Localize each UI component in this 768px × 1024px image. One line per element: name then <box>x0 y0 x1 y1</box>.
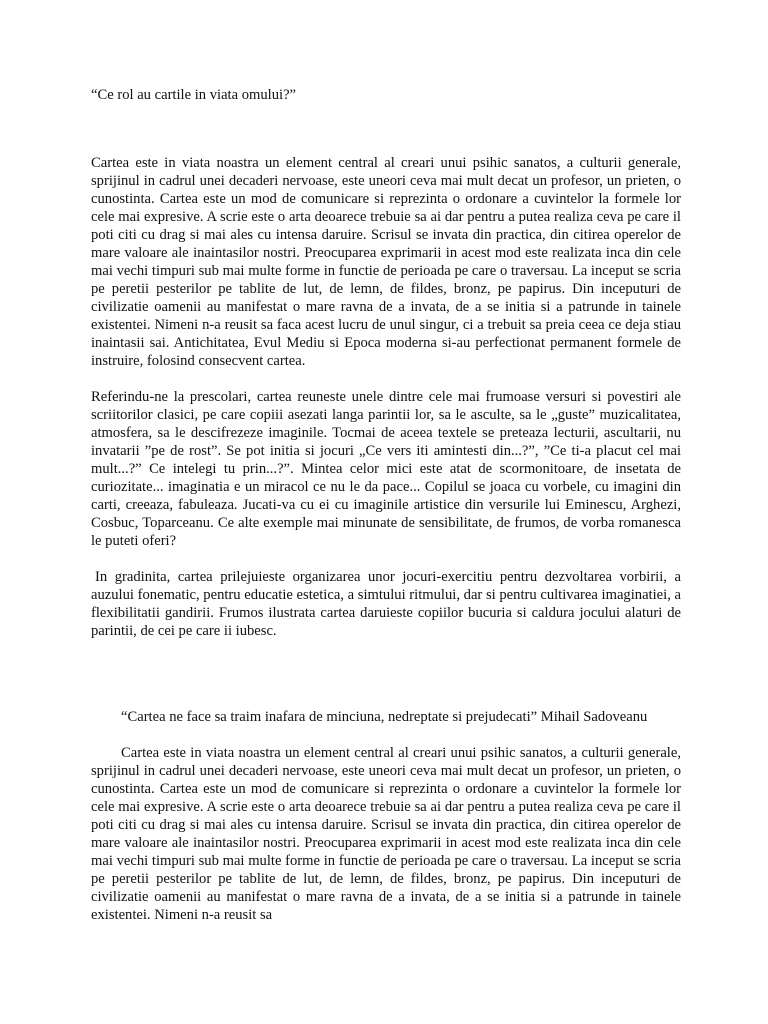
paragraph-prescolari: Referindu-ne la prescolari, cartea reuneste unele dintre cele mai frumoase versuri si povestiri ale scriitorilor clasici, pe care copiii asezati langa parintii lor, sa le asculte, sa le „guste” muzicalitatea, atmosfera, sa le descifrezeze imaginile. Tocmai de aceea textele se preteaza lecturii, ascultarii, nu invatarii ”pe de rost”. Se pot initia si jocuri „Ce vers iti amintesti din...?”, ”Ce ti-a placut cel mai mult...?” Ce intelegi tu prin...?”. Mintea celor mici este atat de scormonitoare, de insetata de curiozitate... imaginatia e un miracol ce nu le da pace... Copilul se joaca cu vorbele, cu imagini din carti, creeaza, fabuleaza. Jucati-va cu ei cu imaginile artistice din versurile lui Eminescu, Arghezi, Cosbuc, Toparceanu. Ce alte exemple mai minunate de sensibilitate, de frumos, de vorba romanesca le puteti oferi? <box>91 389 681 549</box>
paragraph-intro: Cartea este in viata noastra un element central al creari unui psihic sanatos, a culturii generale, sprijinul in cadrul unei decaderi nervoase, este uneori ceva mai mult decat un profesor, un prieten, o cunostinta. Cartea este un mod de comunicare si reprezinta o ordonare a cuvintelor la formele lor cele mai expresive. A scrie este o arta deoarece trebuie sa ai dar pentru a putea realiza ceva pe care il poti citi cu drag si mai ales cu intensa daruire. Scrisul se invata din practica, din citirea operelor de mare valoare ale inaintasilor nostri. Preocuparea exprimarii in acest mod este realizata inca din cele mai vechi timpuri sub mai multe forme in functie de perioada pe care o traversau. La inceput se scria pe peretii pesterilor pe tablite de lut, de lemn, de fildes, bronz, pe papirus. Din inceputuri de civilizatie oamenii au manifestat o mare ravna de a invata, de a se initia si a patrunde in tainele existentei. Nimeni n-a reusit sa faca acest lucru de unul singur, ci a trebuit sa preia ceea ce deja stiau inaintasii sai. Antichitatea, Evul Mediu si Epoca moderna si-au perfectionat permanent formele de instruire, folosind consecvent cartea. <box>91 155 681 369</box>
paragraph-gradinita: In gradinita, cartea prilejuieste organizarea unor jocuri-exercitiu pentru dezvoltarea vorbirii, a auzului fonematic, pentru educatie estetica, a simtului ritmului, dar si pentru cultivarea imaginatiei, a flexibilitatii gandirii. Frumos ilustrata cartea daruieste copiilor bucuria si caldura jocului alaturi de parintii, de cei pe care ii iubesc. <box>91 569 681 639</box>
section-one <box>91 154 681 658</box>
quote-sadoveanu: “Cartea ne face sa traim inafara de minciuna, nedreptate si prejudecati” Mihail Sadoveanu <box>121 709 648 725</box>
section-two <box>91 708 681 942</box>
paragraph-repeat: Cartea este in viata noastra un element central al creari unui psihic sanatos, a culturii generale, sprijinul in cadrul unei decaderi nervoase, este uneori ceva mai mult decat un profesor, un prieten, o cunostinta. Cartea este un mod de comunicare si reprezinta o ordonare a cuvintelor la formele lor cele mai expresive. A scrie este o arta deoarece trebuie sa ai dar pentru a putea realiza ceva pe care il poti citi cu drag si mai ales cu intensa daruire. Scrisul se invata din practica, din citirea operelor de mare valoare ale inaintasilor nostri. Preocuparea exprimarii in acest mod este realizata inca din cele mai vechi timpuri sub mai multe forme in functie de perioada pe care o traversau. La inceput se scria pe peretii pesterilor pe tablite de lut, de lemn, de fildes, bronz, pe papirus. Din inceputuri de civilizatie oamenii au manifestat o mare ravna de a invata, de a se initia si a patrunde in tainele existentei. Nimeni n-a reusit sa <box>91 745 681 923</box>
document-title: “Ce rol au cartile in viata omului?” <box>91 87 297 103</box>
